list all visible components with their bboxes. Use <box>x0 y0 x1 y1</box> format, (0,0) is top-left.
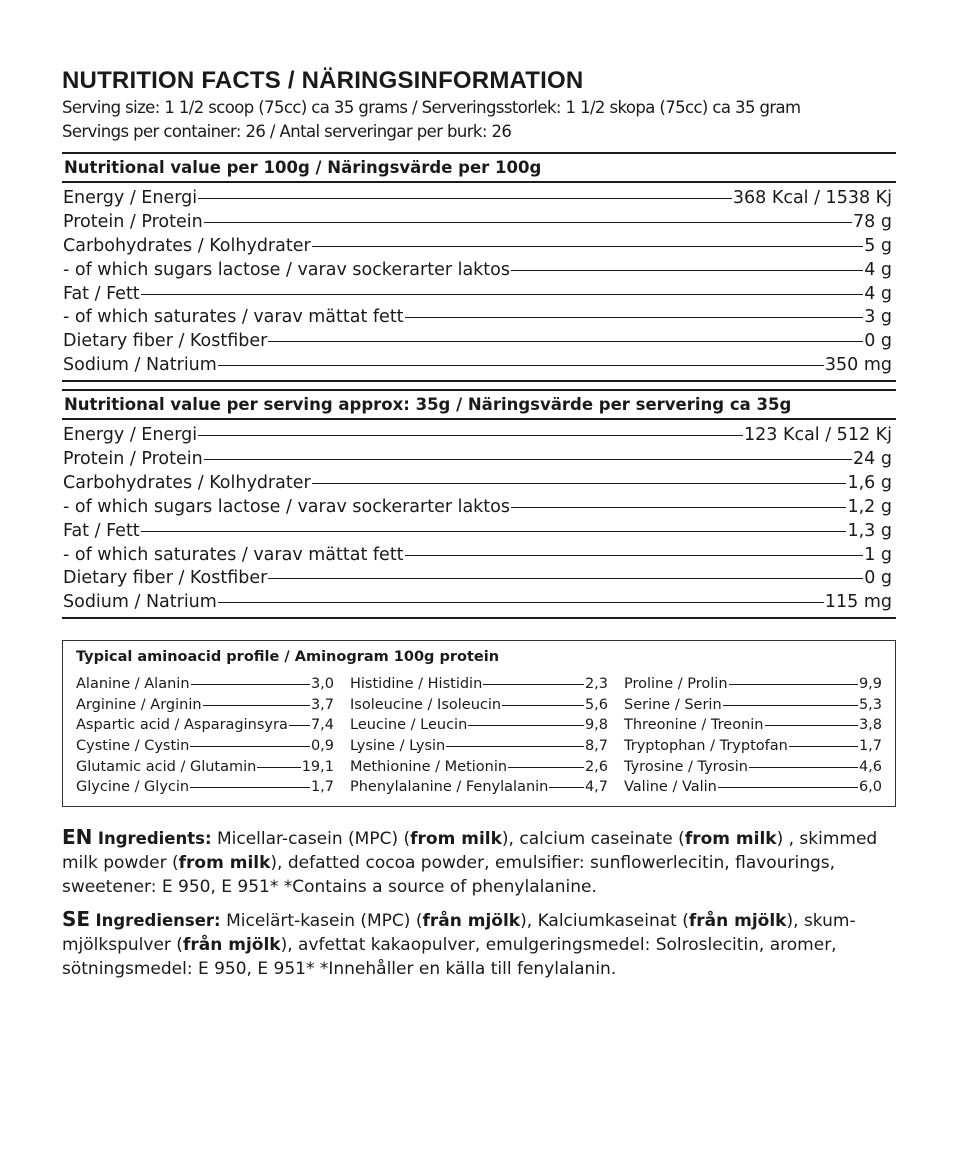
nutrient-label: - of which saturates / varav mättat fett <box>63 307 404 328</box>
leader-line <box>549 787 584 788</box>
nutrient-value: 24 g <box>853 449 892 470</box>
aminoacid-row <box>624 757 882 778</box>
nutrient-value: 3 g <box>864 307 892 328</box>
table-row <box>63 283 892 307</box>
nutrient-label: Tyrosine / Tyrosin <box>624 758 748 775</box>
nutrient-label: Glycine / Glycin <box>76 779 190 796</box>
nutrient-value: 0,9 <box>310 738 334 755</box>
leader-line <box>789 746 858 747</box>
leader-line <box>405 317 864 318</box>
nutrient-label: Protein / Protein <box>63 211 203 232</box>
nutrient-value: 1,7 <box>858 738 882 755</box>
leader-line <box>502 705 584 706</box>
nutrient-label: Phenylalanine / Fenylalanin <box>350 779 549 796</box>
aminoacid-row <box>76 695 334 716</box>
nutrient-value: 2,3 <box>584 676 608 693</box>
nutrient-value: 5 g <box>864 235 892 256</box>
leader-line <box>749 767 858 768</box>
table-row <box>63 472 892 496</box>
nutrient-value: 115 mg <box>824 592 892 613</box>
aminoacid-column <box>76 674 334 798</box>
nutrient-label: Carbohydrates / Kolhydrater <box>63 472 311 493</box>
nutrient-label: Protein / Protein <box>63 449 203 470</box>
leader-line <box>257 767 300 768</box>
aminoacid-row <box>350 777 608 798</box>
nutrient-value: 3,7 <box>310 696 334 713</box>
aminoacid-grid <box>76 674 882 798</box>
leader-line <box>141 294 864 295</box>
aminoacid-row <box>350 695 608 716</box>
nutrient-label: Arginine / Arginin <box>76 696 202 713</box>
aminoacid-column <box>350 674 608 798</box>
nutrient-value: 0 g <box>864 568 892 589</box>
nutrient-value: 6,0 <box>858 779 882 796</box>
serving-size: Serving size: 1 1/2 scoop (75cc) ca 35 grams / Serveringsstorlek: 1 1/2 skopa (75cc) ca 35 gram <box>62 98 801 117</box>
allergen-highlight: from milk <box>684 828 777 849</box>
leader-line <box>204 222 852 223</box>
ingredient-text: Micelärt-kasein (MPC) ( <box>220 910 423 931</box>
nutrient-label: Fat / Fett <box>63 520 140 541</box>
aminoacid-row <box>76 757 334 778</box>
leader-line <box>191 684 310 685</box>
ingredients-label-se: Ingredienser: <box>95 910 221 930</box>
nutrient-value: 368 Kcal / 1538 Kj <box>732 188 892 208</box>
nutrient-label: Energy / Energi <box>63 425 198 446</box>
table-row <box>63 448 892 472</box>
table-row <box>63 235 892 259</box>
table-row <box>63 259 892 283</box>
aminoacid-row <box>624 695 882 716</box>
nutrition-label <box>62 66 896 981</box>
nutrient-label: Dietary fiber / Kostfiber <box>63 568 268 589</box>
aminoacid-row <box>350 674 608 695</box>
table-row <box>63 496 892 520</box>
table-row <box>63 330 892 354</box>
nutrient-value: 7,4 <box>310 717 334 734</box>
nutrient-value: 4 g <box>864 283 892 304</box>
nutrient-value: 5,3 <box>858 696 882 713</box>
allergen-highlight: från mjölk <box>688 910 787 931</box>
nutrient-label: Energy / Energi <box>63 188 198 208</box>
ingredients-label-en: Ingredients: <box>97 828 212 848</box>
table-row <box>63 567 892 591</box>
nutrient-label: Sodium / Natrium <box>63 355 217 376</box>
table-row <box>63 211 892 235</box>
lang-code-en: EN <box>62 824 93 849</box>
aminoacid-title: Typical aminoacid profile / Aminogram 100g protein <box>76 649 500 666</box>
leader-line <box>218 602 824 603</box>
per100-table <box>62 183 896 382</box>
nutrient-label: Threonine / Treonin <box>624 717 764 734</box>
leader-line <box>190 746 310 747</box>
ingredient-text: ), Kalciumkaseinat ( <box>520 910 689 931</box>
nutrient-label: Aspartic acid / Asparaginsyra <box>76 717 288 734</box>
ingredient-text: ), calcium caseinate ( <box>501 828 685 849</box>
nutrient-label: Valine / Valin <box>624 779 717 796</box>
leader-line <box>289 725 310 726</box>
leader-line <box>765 725 858 726</box>
aminoacid-row <box>76 715 334 736</box>
nutrient-value: 1,2 g <box>847 496 892 517</box>
nutrient-label: Histidine / Histidin <box>350 676 483 693</box>
nutrient-label: Dietary fiber / Kostfiber <box>63 331 268 352</box>
leader-line <box>198 435 743 436</box>
leader-line <box>218 365 824 366</box>
leader-line <box>204 459 852 460</box>
ingredients-en <box>62 825 896 899</box>
ingredient-text: ), defatted cocoa powder, emulsifier: sunflowerlecitin, flavourings, sweetener: E 950, E 951* *Contains a source of phenylalanine. <box>62 852 836 897</box>
nutrient-value: 2,6 <box>584 758 608 775</box>
nutrient-label: Proline / Prolin <box>624 676 728 693</box>
aminoacid-row <box>350 715 608 736</box>
nutrient-value: 123 Kcal / 512 Kj <box>744 425 892 446</box>
nutrient-label: - of which sugars lactose / varav sockerarter laktos <box>63 259 510 280</box>
table-row <box>63 520 892 544</box>
aminoacid-row <box>76 674 334 695</box>
nutrient-label: - of which sugars lactose / varav sockerarter laktos <box>63 496 510 517</box>
aminoacid-row <box>624 674 882 695</box>
aminoacid-row <box>350 736 608 757</box>
nutrient-value: 0 g <box>864 331 892 352</box>
allergen-highlight: från mjölk <box>422 910 521 931</box>
aminoacid-row <box>624 736 882 757</box>
allergen-highlight: from milk <box>410 828 502 849</box>
leader-line <box>511 270 863 271</box>
ingredient-text: ) , skimmed milk powder ( <box>62 828 878 873</box>
ingredients-se <box>62 907 896 981</box>
per-serving-table <box>62 420 896 619</box>
nutrient-value: 4,6 <box>858 758 882 775</box>
ingredient-text: ), avfettat kakaopulver, emulgeringsmedel: Solroslecitin, aromer, sötningsmedel: E 950, E 951* *Innehåller en källa till fenylalanin. <box>62 934 837 979</box>
nutrient-label: Isoleucine / Isoleucin <box>350 696 502 713</box>
nutrient-label: Methionine / Metionin <box>350 758 508 775</box>
leader-line <box>483 684 584 685</box>
page-title: NUTRITION FACTS / NÄRINGSINFORMATION <box>62 67 584 94</box>
allergen-highlight: från mjölk <box>182 934 281 955</box>
aminoacid-row <box>624 715 882 736</box>
table-row <box>63 544 892 568</box>
nutrient-value: 3,8 <box>858 717 882 734</box>
aminoacid-profile-box <box>62 640 896 807</box>
table-row <box>63 187 892 211</box>
nutrient-value: 9,8 <box>584 717 608 734</box>
leader-line <box>729 684 858 685</box>
leader-line <box>268 578 863 579</box>
nutrient-label: Tryptophan / Tryptofan <box>624 738 788 755</box>
leader-line <box>511 507 846 508</box>
leader-line <box>198 198 732 199</box>
nutrient-label: Alanine / Alanin <box>76 676 190 693</box>
nutrient-value: 350 mg <box>824 355 892 376</box>
table-row <box>63 354 892 378</box>
aminoacid-column <box>624 674 882 798</box>
servings-per-container: Servings per container: 26 / Antal serveringar per burk: 26 <box>62 122 512 141</box>
nutrient-value: 1 g <box>864 544 892 565</box>
aminoacid-row <box>350 757 608 778</box>
nutrient-label: Glutamic acid / Glutamin <box>76 758 257 775</box>
nutrient-label: Carbohydrates / Kolhydrater <box>63 235 311 256</box>
leader-line <box>723 705 858 706</box>
table-row <box>63 424 892 448</box>
leader-line <box>268 341 863 342</box>
nutrient-label: Lysine / Lysin <box>350 738 446 755</box>
nutrient-value: 4,7 <box>584 779 608 796</box>
nutrient-value: 1,7 <box>310 779 334 796</box>
leader-line <box>141 531 847 532</box>
table-row <box>63 306 892 330</box>
leader-line <box>718 787 858 788</box>
ingredient-text: Micellar-casein (MPC) ( <box>211 828 411 849</box>
nutrient-value: 19,1 <box>301 758 334 775</box>
nutrient-label: Cystine / Cystin <box>76 738 190 755</box>
nutrient-label: Serine / Serin <box>624 696 722 713</box>
nutrient-value: 5,6 <box>584 696 608 713</box>
ingredient-text: ), skum-mjölkspulver ( <box>62 910 856 955</box>
aminoacid-row <box>76 736 334 757</box>
nutrient-value: 9,9 <box>858 676 882 693</box>
leader-line <box>312 483 847 484</box>
leader-line <box>446 746 584 747</box>
nutrient-label: Fat / Fett <box>63 283 140 304</box>
lang-code-se: SE <box>62 906 91 931</box>
leader-line <box>508 767 584 768</box>
table-row <box>63 591 892 615</box>
allergen-highlight: from milk <box>178 852 271 873</box>
nutrient-value: 78 g <box>853 211 892 232</box>
nutrient-value: 8,7 <box>584 738 608 755</box>
leader-line <box>190 787 310 788</box>
leader-line <box>312 246 864 247</box>
per-serving-heading: Nutritional value per serving approx: 35g / Näringsvärde per servering ca 35g <box>62 389 896 420</box>
nutrient-label: Leucine / Leucin <box>350 717 468 734</box>
aminoacid-row <box>624 777 882 798</box>
nutrient-label: - of which saturates / varav mättat fett <box>63 544 404 565</box>
nutrient-value: 1,6 g <box>847 472 892 493</box>
nutrient-value: 3,0 <box>310 676 334 693</box>
aminoacid-row <box>76 777 334 798</box>
nutrient-label: Sodium / Natrium <box>63 592 217 613</box>
leader-line <box>405 555 864 556</box>
leader-line <box>203 705 310 706</box>
leader-line <box>468 725 584 726</box>
nutrient-value: 4 g <box>864 259 892 280</box>
nutrient-value: 1,3 g <box>847 520 892 541</box>
per100-heading: Nutritional value per 100g / Näringsvärde per 100g <box>62 152 896 183</box>
